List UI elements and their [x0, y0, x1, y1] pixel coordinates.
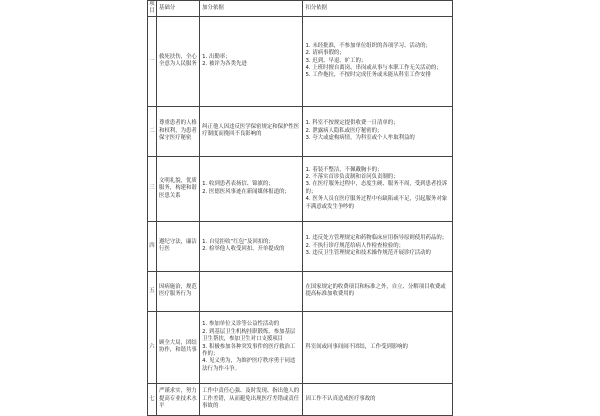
add-line: 1. 出勤率； [202, 53, 231, 60]
sub-line: 在国家规定的收费项目和标准之外，自立、分解项目收费或提高标准加收费用的 [305, 283, 446, 298]
add-line: 1. 参加单位义诊等公益性活动的 [202, 321, 280, 328]
sub-line: 1. 科室不按规定提供收费一日清单的； [305, 120, 399, 127]
header-sub: 扣分依据 [303, 1, 453, 17]
header-add: 加分依据 [200, 1, 303, 17]
sub-line: 2. 不落实首诊负责制和首问负责制的； [305, 174, 399, 180]
sub-line: 1. 着装不整洁，不佩戴胸卡的； [305, 166, 383, 173]
row-sub [303, 106, 453, 156]
sub-line: 4. 医务人员在医疗服务过程中有缺陷或不足，引起服务对象不满意或发生争吵的 [305, 196, 448, 210]
add-line: 1. 收到患者表扬信、锦旗的； [202, 181, 274, 188]
evaluation-table-wrapper [147, 0, 453, 410]
row-add [200, 271, 303, 311]
add-line: 4. 见义勇为，为维护医疗秩序勇于同违法行为作斗争。 [202, 358, 296, 372]
row-number: 三 [148, 156, 157, 221]
row-number: 一 [148, 16, 157, 106]
sub-line: 3. 夸大或虚构病情，为科室或个人牟取利益的 [305, 135, 415, 142]
sub-line: 1. 违反处方管理规定和药物临床应用指导原则使用药品的； [305, 235, 448, 242]
sub-line: 4. 上班时擅自离岗、串岗或从事与本职工作无关活动的； [305, 65, 442, 72]
sub-line: 2. 请病事假的； [305, 50, 345, 57]
add-line: 2. 检举他人收受回扣、开单提成的 [202, 246, 285, 253]
row-base: 文明礼貌，优质服务，构建和谐医患关系 [157, 156, 200, 221]
row-number: 二 [148, 106, 157, 156]
row-add [200, 311, 303, 383]
add-line: 工作中责任心强、及时发现、指出他人的工作差错，从而避免出现医疗差错或责任事故的 [202, 388, 300, 410]
row-base: 严谨求实，努力提高专业技术水平 [157, 383, 200, 415]
sub-line: 5. 工作拖拉，不按时完成任务或未能从科室工作安排 [305, 72, 431, 79]
row-base: 因病施治，规范医疗服务行为 [157, 271, 200, 311]
row-add [200, 221, 303, 271]
row-add [200, 383, 303, 415]
row-sub [303, 383, 453, 415]
row-base: 救死扶伤，全心全意为人民服务 [157, 16, 200, 106]
row-number: 七 [148, 383, 157, 415]
table-row [148, 271, 453, 311]
row-sub [303, 16, 453, 106]
add-line: 1. 自觉拒收“红包”及回扣的； [202, 238, 274, 245]
table-row [148, 106, 453, 156]
sub-line: 科室间或同事间闹不团结，工作受到影响的 [305, 343, 408, 350]
row-sub [303, 221, 453, 271]
row-add [200, 106, 303, 156]
add-line: 2. 医德医风事迹在新闻媒体报道的； [202, 188, 290, 195]
sub-line: 2. 泄露病人隐私或医疗秘密的； [305, 127, 383, 134]
row-number: 四 [148, 221, 157, 271]
sub-line: 3. 在医疗服务过程中，态度生硬、服务不周，受到患者投诉的； [305, 181, 448, 195]
add-line: 2. 到基层卫生机构挂职锻炼，参加基层卫生帮扶，参加卫生对口支援项目 [202, 328, 296, 343]
sub-line: 3. 违反卫生管理规定和技术操作规范开展诊疗活动的 [305, 250, 431, 257]
add-line: 纠正他人因违反医学保密规定和保护性医疗制度而挽回不良影响的 [202, 123, 300, 138]
add-line: 2. 被评为各类先进 [202, 61, 247, 68]
row-base: 顾全大局，团结协作，和谐共事 [157, 311, 200, 383]
row-number: 六 [148, 311, 157, 383]
table-row [148, 156, 453, 221]
table-row [148, 16, 453, 106]
sub-line: 1. 未经批准，不参加单位组织的各项学习、活动的； [305, 42, 431, 49]
sub-line: 2. 不执行诊疗规范给病人作检查检验的； [305, 242, 404, 249]
header-base: 基础分 [157, 1, 200, 17]
sub-line: 因工作不认真造成医疗事故的 [305, 395, 376, 402]
row-add [200, 16, 303, 106]
row-sub [303, 311, 453, 383]
row-add [200, 156, 303, 221]
row-sub [303, 271, 453, 311]
header-row [148, 1, 453, 17]
sub-line: 3. 迟到、早退、旷工的； [305, 57, 367, 64]
add-line: 3. 积极参加各种突发事件的医疗救治工作的； [202, 343, 296, 358]
table-row [148, 311, 453, 383]
row-base: 遵纪守法，廉洁行医 [157, 221, 200, 271]
row-sub [303, 156, 453, 221]
evaluation-table [147, 0, 453, 416]
row-number: 五 [148, 271, 157, 311]
header-item: 项目 [149, 1, 155, 15]
table-row [148, 383, 453, 415]
table-row [148, 221, 453, 271]
row-base: 尊重患者的人格和权利，为患者保守医疗秘密 [157, 106, 200, 156]
